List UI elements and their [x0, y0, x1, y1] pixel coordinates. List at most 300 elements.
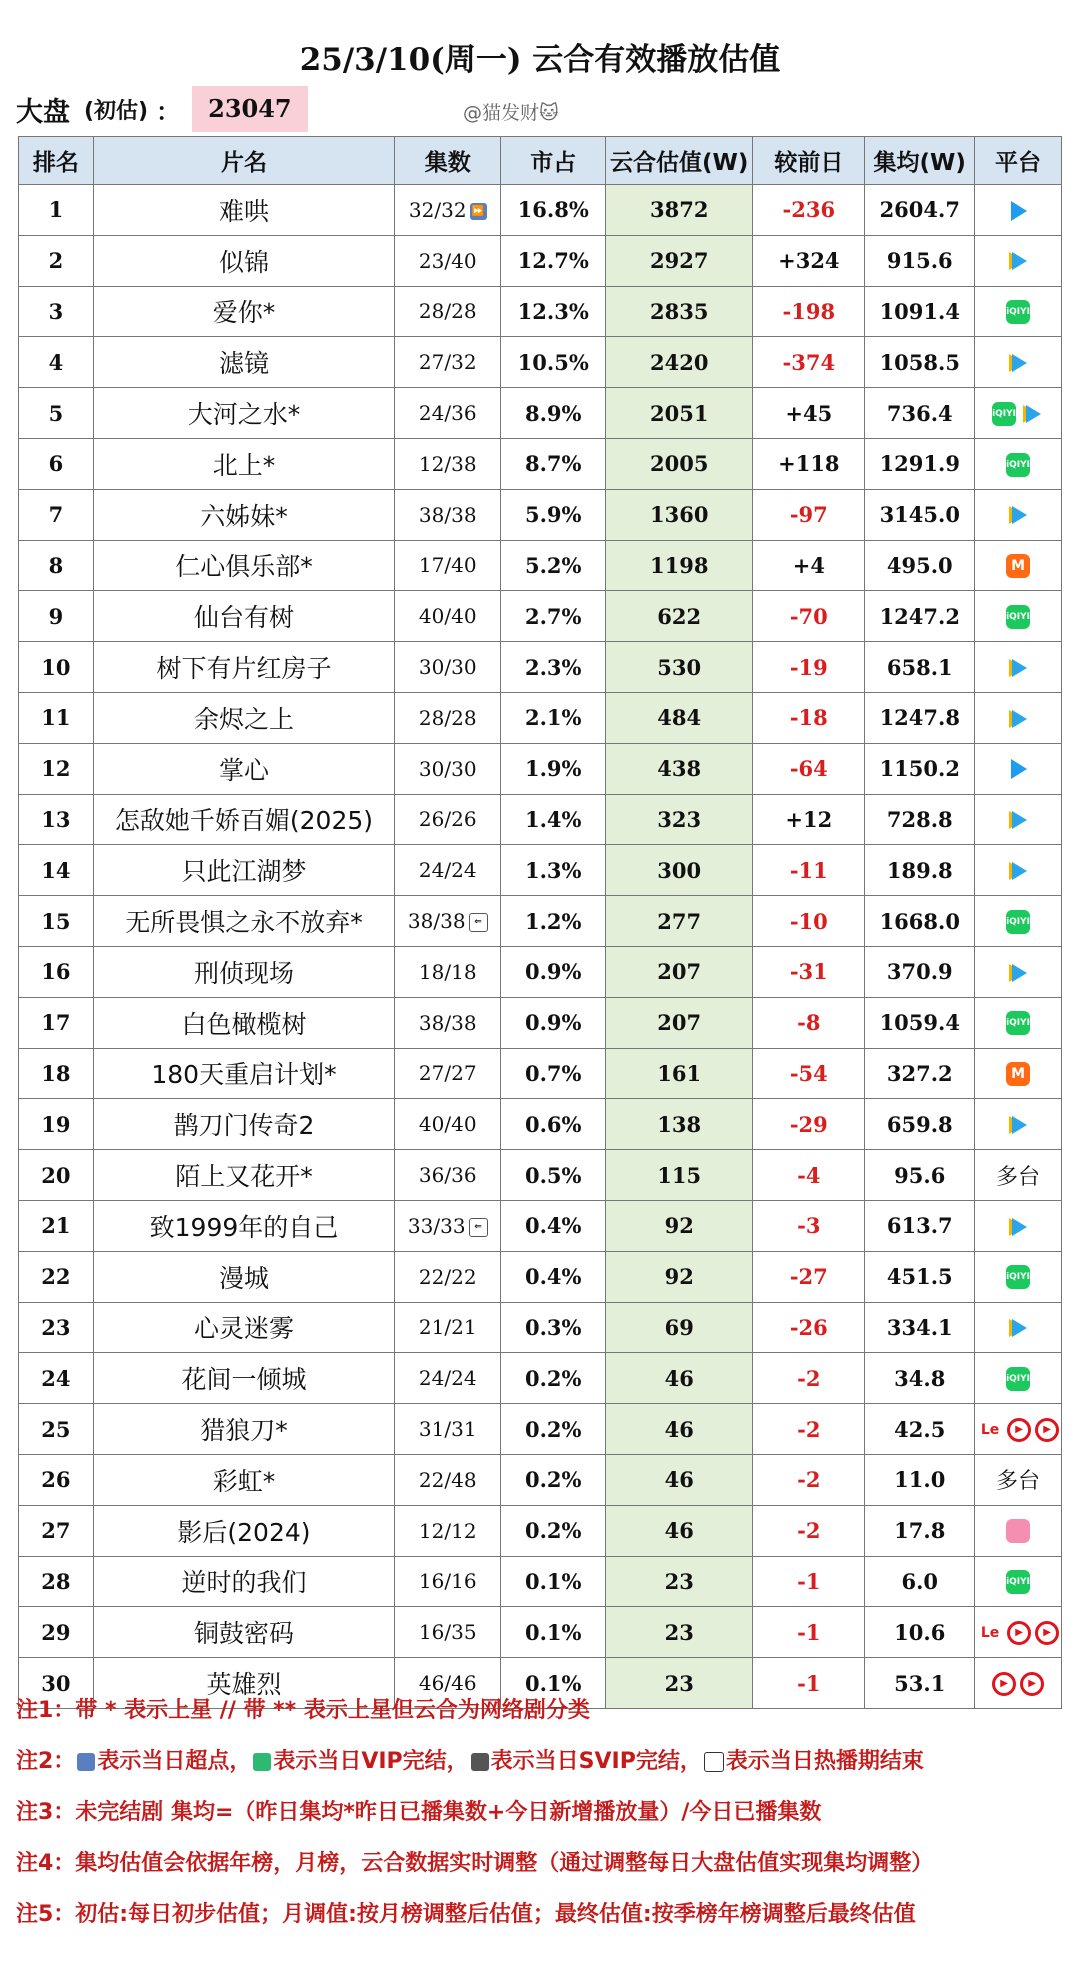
title-cell: 心灵迷雾: [93, 1302, 394, 1353]
rank-cell: 20: [19, 1150, 94, 1201]
rank-cell: 19: [19, 1099, 94, 1150]
average-cell: 334.1: [865, 1302, 975, 1353]
change-cell: +118: [753, 438, 865, 489]
episodes-cell: [395, 845, 501, 896]
rank-cell: 24: [19, 1353, 94, 1404]
episodes-cell: [395, 1048, 501, 1099]
episodes-value: 31/31: [418, 1417, 477, 1442]
platform-cell: [975, 1607, 1062, 1658]
table-row: [19, 845, 1062, 896]
change-cell: -1: [753, 1556, 865, 1607]
platform-cell: [975, 794, 1062, 845]
header-title: 片名: [93, 137, 394, 185]
episodes-value: 32/32: [408, 197, 467, 222]
share-cell: 8.9%: [501, 388, 606, 439]
rank-cell: 5: [19, 388, 94, 439]
table-row: [19, 1200, 1062, 1251]
change-cell: -2: [753, 1404, 865, 1455]
rank-cell: 30: [19, 1658, 94, 1709]
average-cell: 728.8: [865, 794, 975, 845]
valuation-cell: 1360: [606, 489, 753, 540]
platform-cell: [975, 438, 1062, 489]
valuation-cell: 46: [606, 1404, 753, 1455]
episodes-cell: [395, 997, 501, 1048]
change-cell: +4: [753, 540, 865, 591]
title-cell: 树下有片红房子: [93, 642, 394, 693]
title-cell: 180天重启计划*: [93, 1048, 394, 1099]
share-cell: 16.8%: [501, 185, 606, 236]
change-cell: +324: [753, 235, 865, 286]
header-change: 较前日: [753, 137, 865, 185]
platform-cell: [975, 1556, 1062, 1607]
platform-cell: [975, 642, 1062, 693]
average-cell: 1668.0: [865, 896, 975, 947]
platform-cell: [975, 540, 1062, 591]
page-title: 25/3/10(周一) 云合有效播放估值: [299, 42, 781, 78]
table-row: [19, 1150, 1062, 1201]
share-cell: 1.2%: [501, 896, 606, 947]
share-cell: 0.1%: [501, 1556, 606, 1607]
rank-cell: 16: [19, 946, 94, 997]
note-2-c: 表示当日SVIP完结，: [490, 1749, 702, 1774]
change-cell: -2: [753, 1454, 865, 1505]
title-cell: 爱你*: [93, 286, 394, 337]
average-cell: 736.4: [865, 388, 975, 439]
header-platform: 平台: [975, 137, 1062, 185]
share-cell: 2.3%: [501, 642, 606, 693]
table-row: [19, 997, 1062, 1048]
rank-cell: 21: [19, 1200, 94, 1251]
market-summary: [16, 86, 308, 132]
episodes-cell: [395, 540, 501, 591]
note-2-d: 表示当日热播期结束: [725, 1749, 924, 1774]
share-cell: 0.5%: [501, 1150, 606, 1201]
share-cell: 0.6%: [501, 1099, 606, 1150]
tencent-logo-icon: [1006, 249, 1030, 273]
table-row: [19, 1454, 1062, 1505]
episodes-value: 16/16: [418, 1569, 477, 1594]
note-1: 注1：带 * 表示上星 // 带 ** 表示上星但云合为网络剧分类: [16, 1698, 590, 1723]
tencent-logo-icon: [1006, 961, 1030, 985]
share-cell: 0.1%: [501, 1607, 606, 1658]
change-cell: -10: [753, 896, 865, 947]
episodes-cell: [395, 1150, 501, 1201]
change-cell: -29: [753, 1099, 865, 1150]
valuation-cell: 115: [606, 1150, 753, 1201]
platform-cell: [975, 1048, 1062, 1099]
title-cell: 仙台有树: [93, 591, 394, 642]
rank-cell: 15: [19, 896, 94, 947]
mango-logo-icon: M: [1006, 554, 1030, 578]
share-cell: 12.7%: [501, 235, 606, 286]
rank-cell: 12: [19, 743, 94, 794]
end-arrow-icon: ⇐: [469, 1218, 488, 1237]
title-cell: 彩虹*: [93, 1454, 394, 1505]
table-row: [19, 1048, 1062, 1099]
episodes-value: 21/21: [418, 1315, 477, 1340]
platform-cell: [975, 337, 1062, 388]
average-cell: 11.0: [865, 1454, 975, 1505]
average-cell: 1247.8: [865, 692, 975, 743]
valuation-cell: 207: [606, 946, 753, 997]
platform-cell: [975, 997, 1062, 1048]
change-cell: -198: [753, 286, 865, 337]
valuation-cell: 438: [606, 743, 753, 794]
platform-cell: [975, 1099, 1062, 1150]
table-row: [19, 591, 1062, 642]
change-cell: -3: [753, 1200, 865, 1251]
tencent-logo-icon: [1006, 707, 1030, 731]
header-episodes: 集数: [395, 137, 501, 185]
header-valuation: 云合估值(W): [606, 137, 753, 185]
table-row: [19, 1556, 1062, 1607]
table-row: [19, 794, 1062, 845]
title-cell: 鹊刀门传奇2: [93, 1099, 394, 1150]
share-cell: 0.9%: [501, 946, 606, 997]
change-cell: -374: [753, 337, 865, 388]
average-cell: 17.8: [865, 1505, 975, 1556]
title-cell: 大河之水*: [93, 388, 394, 439]
change-cell: -54: [753, 1048, 865, 1099]
average-cell: 189.8: [865, 845, 975, 896]
tencent-logo-icon: [1006, 808, 1030, 832]
redplay-logo-icon: ▶: [1020, 1672, 1044, 1696]
table-row: [19, 337, 1062, 388]
title-cell: 无所畏惧之永不放弃*: [93, 896, 394, 947]
average-cell: 10.6: [865, 1607, 975, 1658]
share-cell: 0.2%: [501, 1404, 606, 1455]
platform-cell: [975, 591, 1062, 642]
mango-logo-icon: M: [1006, 1062, 1030, 1086]
platform-cell: [975, 692, 1062, 743]
valuation-cell: 622: [606, 591, 753, 642]
rank-cell: 9: [19, 591, 94, 642]
table-row: [19, 1251, 1062, 1302]
valuation-cell: 138: [606, 1099, 753, 1150]
episodes-value: 12/38: [418, 451, 477, 476]
iqiyi-logo-icon: iQIYI: [1006, 910, 1030, 934]
rank-cell: 4: [19, 337, 94, 388]
valuation-cell: 207: [606, 997, 753, 1048]
episodes-cell: [395, 185, 501, 236]
title-cell: 影后(2024): [93, 1505, 394, 1556]
rank-cell: 6: [19, 438, 94, 489]
average-cell: 1150.2: [865, 743, 975, 794]
platform-cell: [975, 743, 1062, 794]
share-cell: 2.7%: [501, 591, 606, 642]
episodes-value: 30/30: [418, 756, 477, 781]
average-cell: 2604.7: [865, 185, 975, 236]
average-cell: 659.8: [865, 1099, 975, 1150]
valuation-cell: 2051: [606, 388, 753, 439]
share-cell: 10.5%: [501, 337, 606, 388]
platform-cell: [975, 845, 1062, 896]
episodes-cell: [395, 1099, 501, 1150]
episodes-value: 38/38: [418, 1010, 477, 1035]
author-watermark: @猫发财🐱: [463, 102, 559, 124]
title-cell: 漫城: [93, 1251, 394, 1302]
episodes-value: 24/24: [418, 1366, 477, 1391]
change-cell: -2: [753, 1353, 865, 1404]
episodes-value: 27/27: [418, 1061, 477, 1086]
table-row: [19, 743, 1062, 794]
title-cell: 仁心俱乐部*: [93, 540, 394, 591]
platform-cell: [975, 286, 1062, 337]
platform-cell: [975, 1454, 1062, 1505]
iqiyi-logo-icon: iQIYI: [1006, 1570, 1030, 1594]
platform-cell: [975, 1404, 1062, 1455]
tencent-logo-icon: [1006, 1215, 1030, 1239]
rank-cell: 11: [19, 692, 94, 743]
episodes-value: 33/33: [407, 1213, 466, 1238]
table-row: [19, 438, 1062, 489]
rank-cell: 18: [19, 1048, 94, 1099]
episodes-value: 24/36: [418, 401, 477, 426]
change-cell: -97: [753, 489, 865, 540]
rank-cell: 10: [19, 642, 94, 693]
iqiyi-logo-icon: iQIYI: [1006, 1011, 1030, 1035]
title-cell: 铜鼓密码: [93, 1607, 394, 1658]
table-row: [19, 1099, 1062, 1150]
platform-cell: [975, 896, 1062, 947]
le-logo-icon: Le: [977, 1621, 1003, 1645]
title-cell: 似锦: [93, 235, 394, 286]
valuation-cell: 277: [606, 896, 753, 947]
share-cell: 0.7%: [501, 1048, 606, 1099]
header-share: 市占: [501, 137, 606, 185]
share-cell: 0.2%: [501, 1505, 606, 1556]
note-2-b: 表示当日VIP完结，: [273, 1749, 469, 1774]
valuation-cell: 2927: [606, 235, 753, 286]
header-rank: 排名: [19, 137, 94, 185]
share-cell: 5.2%: [501, 540, 606, 591]
tencent-logo-icon: [1006, 351, 1030, 375]
check-icon: [253, 1753, 271, 1771]
average-cell: 34.8: [865, 1353, 975, 1404]
episodes-cell: [395, 489, 501, 540]
episodes-cell: [395, 388, 501, 439]
table-row: [19, 1353, 1062, 1404]
share-cell: 0.9%: [501, 997, 606, 1048]
episodes-value: 24/24: [418, 858, 477, 883]
tencent-logo-icon: [1006, 1113, 1030, 1137]
tencent-logo-icon: [1006, 1316, 1030, 1340]
note-2-label: 注2：: [16, 1749, 76, 1774]
episodes-cell: [395, 642, 501, 693]
average-cell: 3145.0: [865, 489, 975, 540]
rank-cell: 29: [19, 1607, 94, 1658]
rank-cell: 22: [19, 1251, 94, 1302]
episodes-value: 40/40: [418, 1112, 477, 1137]
le-logo-icon: Le: [977, 1418, 1003, 1442]
table-row: [19, 388, 1062, 439]
note-2-a: 表示当日超点，: [97, 1749, 252, 1774]
episodes-cell: [395, 1302, 501, 1353]
summary-label: 大盘: [16, 96, 70, 128]
valuation-cell: 46: [606, 1454, 753, 1505]
valuation-cell: 484: [606, 692, 753, 743]
rank-cell: 7: [19, 489, 94, 540]
redplay-logo-icon: ▶: [1007, 1418, 1031, 1442]
share-cell: 2.1%: [501, 692, 606, 743]
share-cell: 0.4%: [501, 1251, 606, 1302]
episodes-value: 26/26: [418, 807, 477, 832]
platform-cell: [975, 489, 1062, 540]
title-cell: 怎敌她千娇百媚(2025): [93, 794, 394, 845]
episodes-cell: [395, 438, 501, 489]
platform-text: 多台: [996, 1164, 1041, 1190]
valuation-cell: 23: [606, 1658, 753, 1709]
iqiyi-logo-icon: iQIYI: [1006, 1265, 1030, 1289]
summary-value: 23047: [192, 86, 308, 132]
change-cell: -11: [753, 845, 865, 896]
table-row: [19, 896, 1062, 947]
title-cell: 白色橄榄树: [93, 997, 394, 1048]
title-cell: 北上*: [93, 438, 394, 489]
title-cell: 六姊妹*: [93, 489, 394, 540]
end-arrow-icon: ⇐: [469, 913, 488, 932]
share-cell: 0.3%: [501, 1302, 606, 1353]
share-cell: 1.9%: [501, 743, 606, 794]
average-cell: 42.5: [865, 1404, 975, 1455]
iqiyi-logo-icon: iQIYI: [1006, 605, 1030, 629]
tencent-logo-icon: [1006, 656, 1030, 680]
valuation-cell: 46: [606, 1353, 753, 1404]
redplay-logo-icon: ▶: [1035, 1418, 1059, 1442]
valuation-cell: 2420: [606, 337, 753, 388]
platform-cell: [975, 1200, 1062, 1251]
episodes-cell: [395, 337, 501, 388]
title-cell: 掌心: [93, 743, 394, 794]
episodes-value: 27/32: [418, 350, 477, 375]
change-cell: -70: [753, 591, 865, 642]
share-cell: 0.4%: [501, 1200, 606, 1251]
table-row: [19, 1404, 1062, 1455]
episodes-cell: [395, 743, 501, 794]
platform-cell: [975, 946, 1062, 997]
title-cell: 致1999年的自己: [93, 1200, 394, 1251]
change-cell: -8: [753, 997, 865, 1048]
title-cell: 难哄: [93, 185, 394, 236]
episodes-value: 46/46: [418, 1671, 477, 1695]
valuation-cell: 323: [606, 794, 753, 845]
valuation-cell: 2835: [606, 286, 753, 337]
platform-cell: [975, 1251, 1062, 1302]
note-4: 注4：集均估值会依据年榜，月榜，云合数据实时调整（通过调整每日大盘估值实现集均调整）: [16, 1851, 934, 1876]
valuation-cell: 46: [606, 1505, 753, 1556]
fast-forward-icon: [77, 1753, 95, 1771]
bili-logo-icon: [1006, 1519, 1030, 1543]
notes-section: [16, 1685, 1066, 1940]
average-cell: 1247.2: [865, 591, 975, 642]
platform-cell: [975, 1302, 1062, 1353]
platform-cell: [975, 235, 1062, 286]
table-row: [19, 185, 1062, 236]
valuation-cell: 300: [606, 845, 753, 896]
iqiyi-logo-icon: iQIYI: [992, 402, 1016, 426]
change-cell: -31: [753, 946, 865, 997]
platform-cell: [975, 1353, 1062, 1404]
youku-logo-icon: [1006, 199, 1030, 223]
average-cell: 451.5: [865, 1251, 975, 1302]
rank-cell: 28: [19, 1556, 94, 1607]
episodes-cell: [395, 1353, 501, 1404]
title-cell: 余烬之上: [93, 692, 394, 743]
title-cell: 刑侦现场: [93, 946, 394, 997]
note-2: [16, 1736, 1066, 1787]
share-cell: 0.2%: [501, 1454, 606, 1505]
episodes-cell: [395, 1251, 501, 1302]
episodes-value: 30/30: [418, 655, 477, 680]
share-cell: 0.2%: [501, 1353, 606, 1404]
episodes-cell: [395, 1200, 501, 1251]
change-cell: -4: [753, 1150, 865, 1201]
episodes-value: 22/22: [418, 1264, 477, 1289]
change-cell: -18: [753, 692, 865, 743]
episodes-value: 12/12: [418, 1518, 477, 1543]
average-cell: 658.1: [865, 642, 975, 693]
valuation-cell: 92: [606, 1251, 753, 1302]
redplay-logo-icon: ▶: [1007, 1621, 1031, 1645]
title-cell: 逆时的我们: [93, 1556, 394, 1607]
episodes-cell: [395, 1607, 501, 1658]
rank-cell: 3: [19, 286, 94, 337]
rank-cell: 25: [19, 1404, 94, 1455]
average-cell: 1291.9: [865, 438, 975, 489]
rank-cell: 1: [19, 185, 94, 236]
change-cell: -64: [753, 743, 865, 794]
rank-cell: 14: [19, 845, 94, 896]
average-cell: 1091.4: [865, 286, 975, 337]
platform-cell: [975, 1505, 1062, 1556]
table-row: [19, 692, 1062, 743]
redplay-logo-icon: ▶: [992, 1672, 1016, 1696]
change-cell: -1: [753, 1607, 865, 1658]
valuation-cell: 69: [606, 1302, 753, 1353]
average-cell: 915.6: [865, 235, 975, 286]
table-row: [19, 235, 1062, 286]
platform-cell: [975, 388, 1062, 439]
note-3: 注3：未完结剧 集均=（昨日集均*昨日已播集数+今日新增播放量）/今日已播集数: [16, 1800, 822, 1825]
share-cell: 12.3%: [501, 286, 606, 337]
tencent-logo-icon: [1020, 402, 1044, 426]
table-row: [19, 1302, 1062, 1353]
episodes-cell: [395, 235, 501, 286]
table-row: [19, 946, 1062, 997]
episodes-cell: [395, 591, 501, 642]
share-cell: 5.9%: [501, 489, 606, 540]
summary-colon: ：: [156, 97, 181, 126]
average-cell: 95.6: [865, 1150, 975, 1201]
change-cell: -2: [753, 1505, 865, 1556]
episodes-value: 16/35: [418, 1620, 477, 1645]
title-cell: 只此江湖梦: [93, 845, 394, 896]
episodes-value: 38/38: [418, 502, 477, 527]
valuation-cell: 161: [606, 1048, 753, 1099]
episodes-value: 17/40: [418, 553, 477, 578]
rank-cell: 23: [19, 1302, 94, 1353]
valuation-cell: 1198: [606, 540, 753, 591]
rank-cell: 27: [19, 1505, 94, 1556]
youku-logo-icon: [1006, 757, 1030, 781]
ratings-table: [18, 136, 1062, 1709]
title-cell: 猎狼刀*: [93, 1404, 394, 1455]
episodes-cell: [395, 286, 501, 337]
check-dark-icon: [471, 1753, 489, 1771]
episodes-value: 22/48: [418, 1467, 477, 1492]
episodes-value: 38/38: [407, 909, 466, 934]
table-header-row: [19, 137, 1062, 185]
